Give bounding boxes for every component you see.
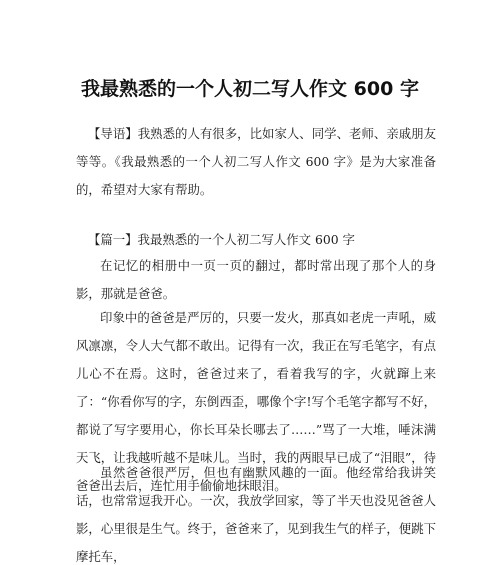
intro-paragraph: 【导语】我熟悉的人有很多，比如家人、同学、老师、亲戚朋友等等。《我最熟悉的一个人初二写人作文 600 字》是为大家准备的，希望对大家有帮助。 bbox=[76, 126, 436, 197]
body-paragraph-2: 印象中的爸爸是严厉的，只要一发火，那真如老虎一声吼，威风凛凛，令人大气都不敢出。记得有一次，我正在写毛笔字，有点儿心不在焉。这时，爸爸过来了，看着我写的字，火就蹿上来了：“你看你写的字，东倒西歪，哪像个字!写个毛笔字都写不好，都说了写字要用心，你长耳朵长哪去了……”骂了一大堆，唾沫满天飞，让我越听越不是味儿。当时，我的两眼早已成了“泪眼”，待爸爸出去后，连忙用手偷偷地抹眼泪。 bbox=[76, 310, 436, 493]
section-heading: 【篇一】我最熟悉的一个人初二写人作文 600 字 bbox=[88, 232, 355, 247]
body-paragraph-1: 在记忆的相册中一页一页的翻过，都时常出现了那个人的身影，那就是爸爸。 bbox=[76, 258, 436, 301]
body-paragraph-3: 虽然爸爸很严厉，但也有幽默风趣的一面。他经常给我讲笑话，也常常逗我开心。一次，我放学回家，等了半天也没见爸爸人影，心里很是生气。终于，爸爸来了，见到我生气的样子，便跳下摩托车， bbox=[76, 465, 436, 564]
document-title: 我最熟悉的一个人初二写人作文 600 字 bbox=[81, 78, 419, 100]
